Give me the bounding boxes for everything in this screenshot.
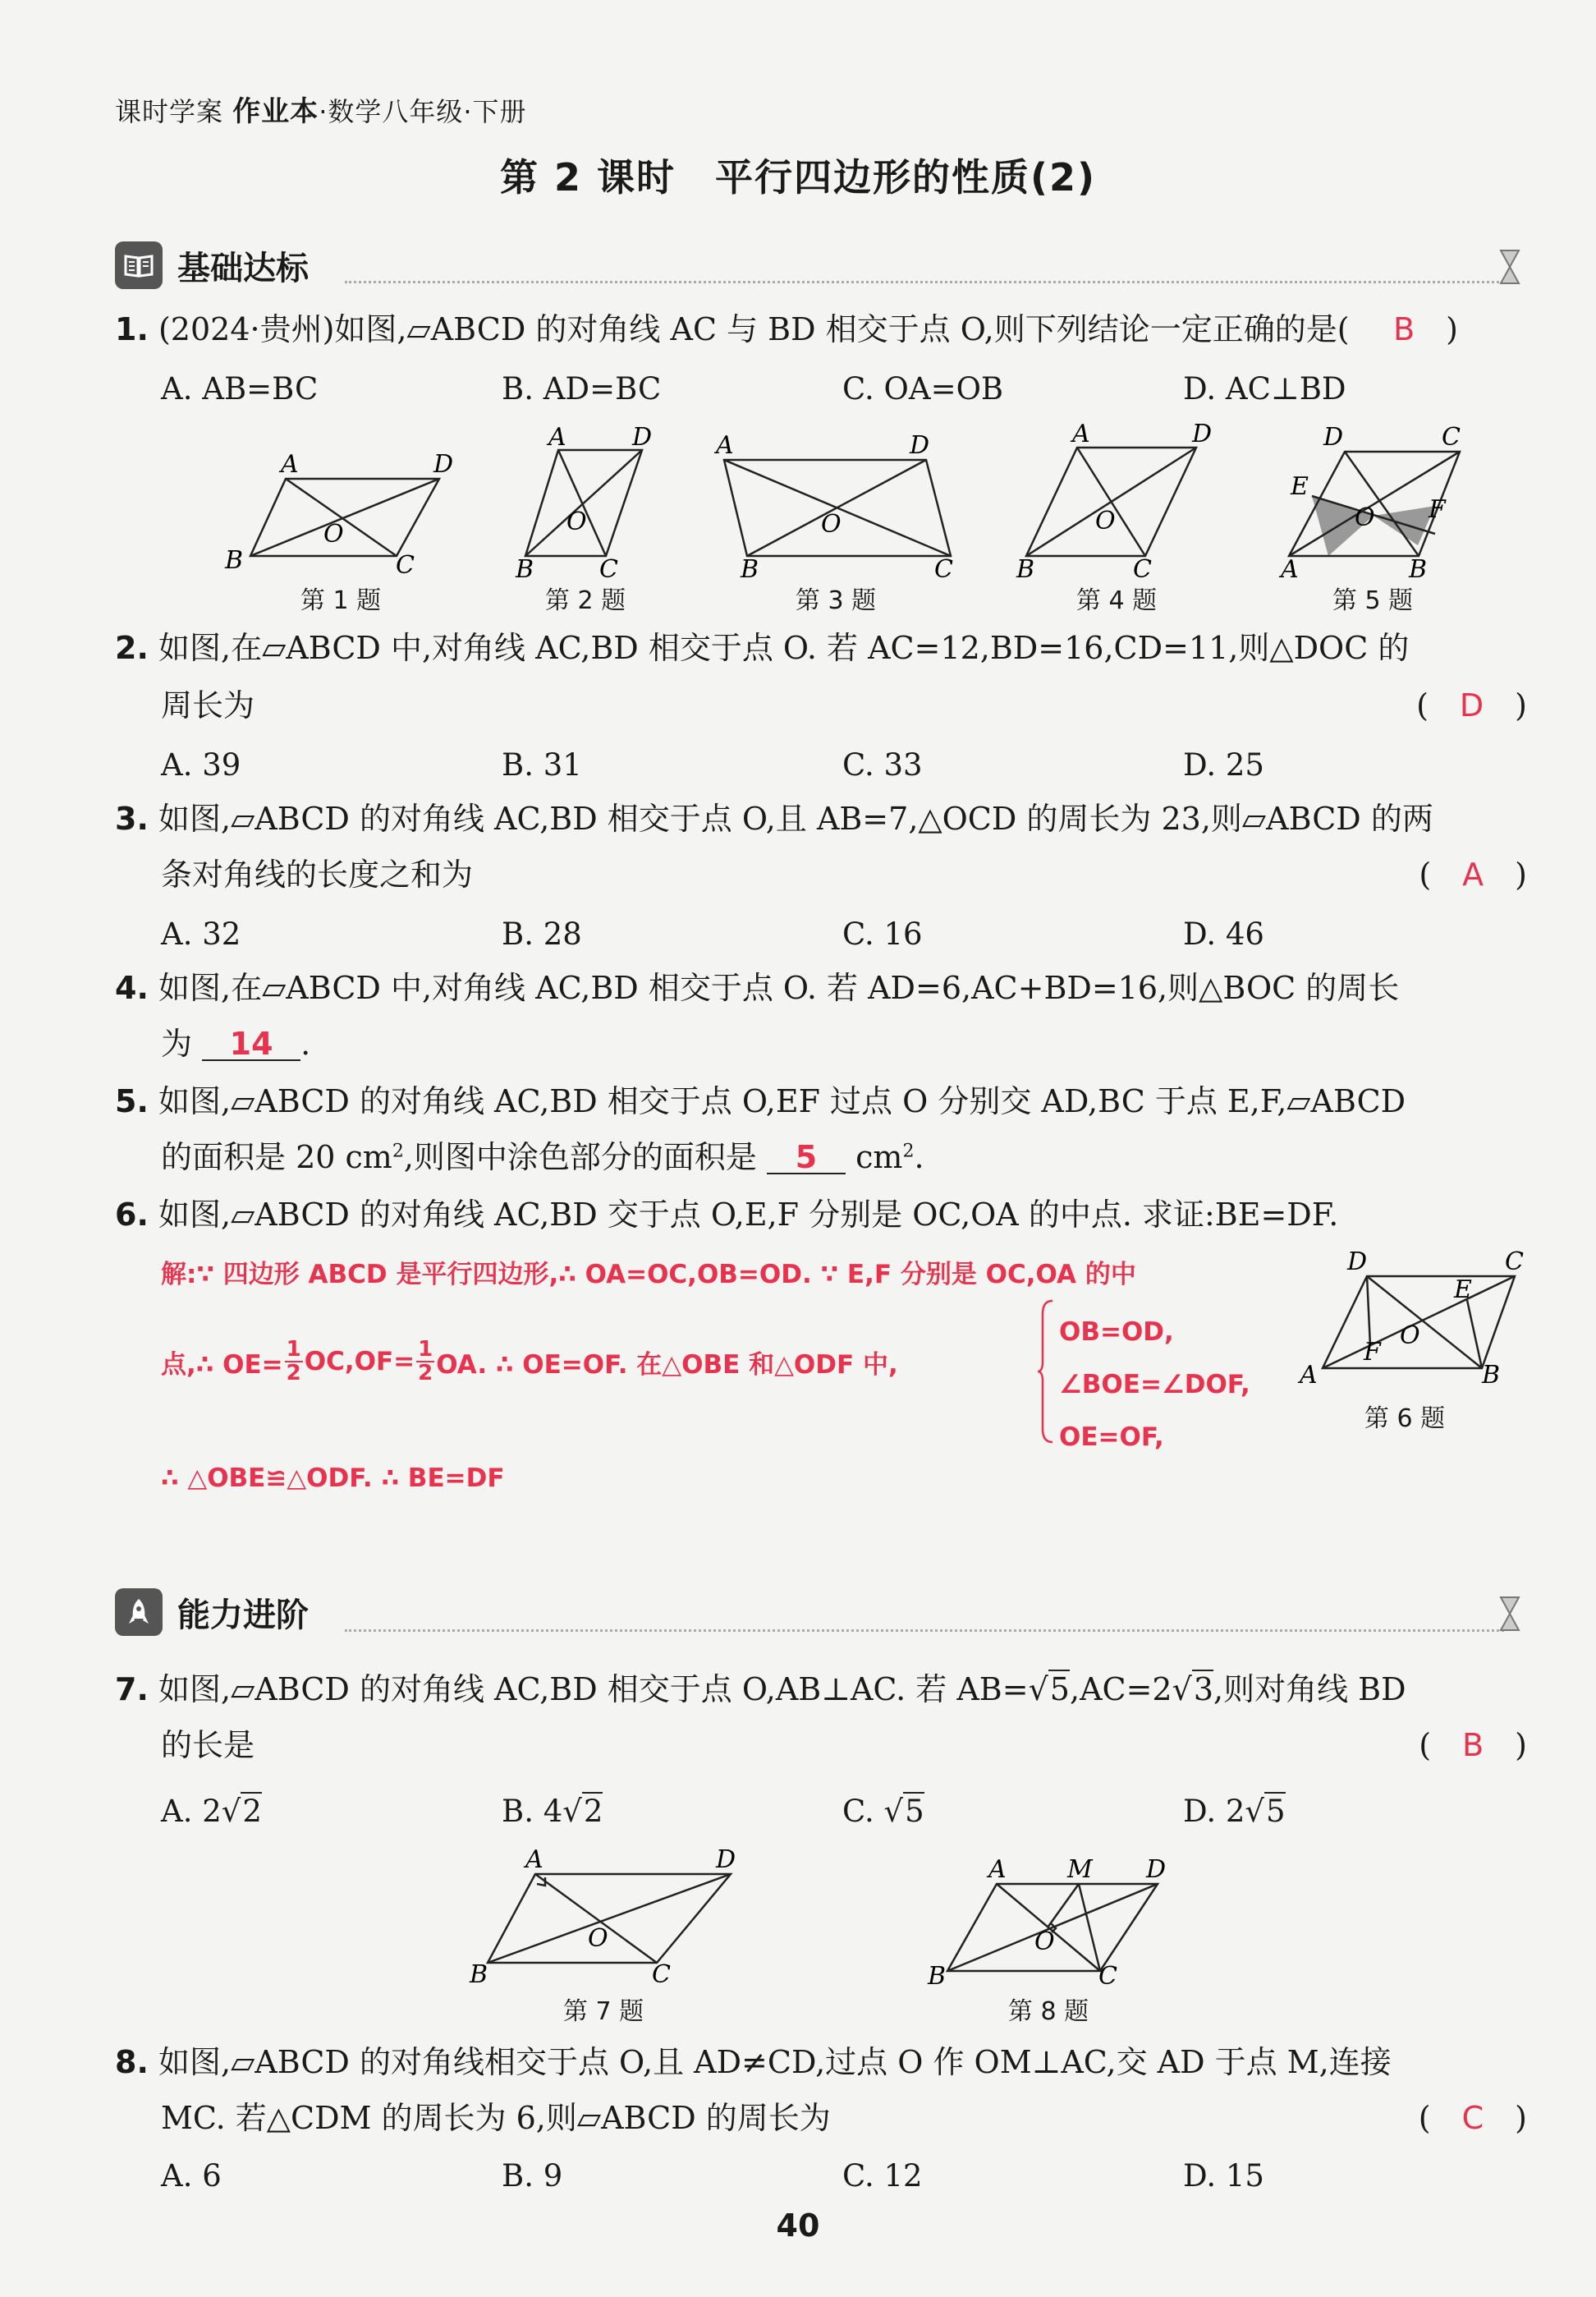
- section-basic: [115, 237, 309, 294]
- fig6-label-c: C: [1505, 1247, 1524, 1276]
- q5-sup-2: 2: [902, 1141, 915, 1162]
- fig4-label-d: D: [1192, 420, 1213, 448]
- q7-line1-mid: ,AC=2: [1069, 1671, 1172, 1707]
- section-divider-2: [345, 1629, 1504, 1632]
- q8-options: [161, 2158, 1524, 2194]
- q3-option-d: D. 46: [1183, 917, 1264, 952]
- fig7-label-a: A: [525, 1845, 543, 1874]
- q8-option-a: A. 6: [161, 2158, 222, 2194]
- question-8-line2: MC. 若△CDM 的周长为 6,则▱ABCD 的周长为 ( C ): [161, 2100, 1527, 2136]
- q2-options: [161, 747, 1524, 783]
- section-advanced-title: 能力进阶: [177, 1596, 309, 1634]
- book-header: [115, 89, 527, 129]
- q6-text: 如图,▱ABCD 的对角线 AC,BD 交于点 O,E,F 分别是 OC,OA 的中点. 求证:BE=DF.: [158, 1197, 1339, 1233]
- fig6-label-a: A: [1300, 1361, 1318, 1390]
- q6-solution-line2: [161, 1339, 898, 1385]
- q8-option-c: C. 12: [842, 2158, 923, 2194]
- figure-4-caption: 第 4 题: [1075, 586, 1158, 615]
- q6-brace-item-1: OB=OD,: [1059, 1317, 1174, 1347]
- question-3-line2: 条对角线的长度之和为 ( A ): [161, 857, 1527, 893]
- book-main: 作业本: [232, 95, 319, 128]
- q7-line2: 的长是: [161, 1727, 255, 1763]
- fig1-label-a: A: [281, 450, 299, 479]
- figure-5-caption: 第 5 题: [1332, 586, 1414, 615]
- question-8: [115, 2044, 1527, 2080]
- q2-option-c: C. 33: [842, 747, 923, 783]
- q1-option-c: C. OA=OB: [842, 371, 1004, 407]
- fig8-label-o: O: [1034, 1927, 1055, 1956]
- q6-brace-items: [1059, 1306, 1250, 1463]
- fig5-label-d: D: [1323, 423, 1344, 452]
- question-5-line2: 的面积是 20 $cm^2$,则图中涂色部分的面积是 5 $cm^2$.: [161, 1139, 924, 1175]
- question-7-line2: 的长是 ( B ): [161, 1727, 1527, 1763]
- q1-answer: B: [1393, 311, 1415, 347]
- q7-radicand-1: 5: [1049, 1671, 1070, 1707]
- lesson-title: 第 2 课时 平行四边形的性质(2): [499, 155, 1097, 200]
- hourglass-icon: [1497, 248, 1522, 286]
- fig8-label-d: D: [1146, 1855, 1167, 1884]
- q3-options: [161, 917, 1524, 952]
- book-suffix: ·数学八年级·下册: [319, 96, 527, 127]
- fig6-label-f: F: [1364, 1338, 1381, 1367]
- figure-6-caption: 第 6 题: [1364, 1404, 1446, 1433]
- q7-radicand-2: 3: [1193, 1671, 1214, 1707]
- figure-6: [1293, 1245, 1539, 1393]
- q6-brace-item-3: OE=OF,: [1059, 1422, 1164, 1452]
- fig8-label-c: C: [1098, 1962, 1117, 1991]
- fig1-label-d: D: [433, 450, 454, 479]
- q2-line2: 周长为: [161, 687, 255, 724]
- question-5: [115, 1083, 1527, 1119]
- fig3-label-d: D: [910, 431, 930, 460]
- q4-line2-pre: 为: [161, 1026, 193, 1062]
- q6-sol-c: OA. ∴ OE=OF. 在△OBE 和△ODF 中,: [436, 1349, 898, 1380]
- fig6-label-b: B: [1482, 1361, 1501, 1390]
- q6-sol-a: 点,∴ OE=: [161, 1349, 283, 1380]
- q3-line1: 如图,▱ABCD 的对角线 AC,BD 相交于点 O,且 AB=7,△OCD 的周长为 23,则▱ABCD 的两: [158, 801, 1433, 837]
- fig7-label-c: C: [652, 1960, 671, 1989]
- fig2-label-c: C: [599, 555, 618, 583]
- q5-line1: 如图,▱ABCD 的对角线 AC,BD 相交于点 O,EF 过点 O 分别交 AD,BC 于点 E,F,▱ABCD: [158, 1083, 1406, 1119]
- fig7-label-b: B: [470, 1960, 488, 1989]
- q8-option-d: D. 15: [1183, 2158, 1264, 2194]
- q7-options: [161, 1794, 1524, 1829]
- q1-number: 1.: [115, 311, 149, 347]
- fig2-label-a: A: [548, 423, 566, 452]
- q5-line2-mid: ,则图中涂色部分的面积是: [403, 1139, 757, 1175]
- q3-option-a: A. 32: [161, 917, 241, 952]
- q7-line1-pre: 如图,▱ABCD 的对角线 AC,BD 相交于点 O,AB⊥AC. 若 AB=: [158, 1671, 1029, 1707]
- fig8-label-b: B: [928, 1962, 947, 1991]
- fig5-label-a: A: [1281, 555, 1299, 583]
- fig6-label-d: D: [1347, 1247, 1368, 1276]
- fig8-label-m: M: [1067, 1855, 1093, 1884]
- figure-4: [1010, 419, 1223, 583]
- fig4-label-b: B: [1016, 555, 1035, 583]
- q7-answer: B: [1462, 1727, 1484, 1763]
- q5-answer: 5: [767, 1142, 846, 1174]
- q3-option-c: C. 16: [842, 917, 923, 952]
- fig1-label-o: O: [323, 520, 344, 549]
- fig3-label-a: A: [716, 431, 734, 460]
- q8-option-b: B. 9: [502, 2158, 563, 2194]
- fig6-label-e: E: [1454, 1275, 1472, 1304]
- q4-line1: 如图,在▱ABCD 中,对角线 AC,BD 相交于点 O. 若 AD=6,AC+BD=16,则△BOC 的周长: [158, 970, 1400, 1006]
- fig5-label-f: F: [1429, 495, 1446, 524]
- q2-option-a: A. 39: [161, 747, 241, 783]
- figure-2: [509, 419, 657, 583]
- figure-1-caption: 第 1 题: [300, 586, 382, 615]
- q2-answer: D: [1459, 687, 1484, 724]
- q6-brace-item-2: ∠BOE=∠DOF,: [1059, 1370, 1250, 1399]
- section-advanced: [115, 1583, 309, 1641]
- q4-answer: 14: [202, 1028, 300, 1061]
- q1-option-d: D. AC⊥BD: [1183, 371, 1346, 407]
- q6-solution-line3: ∴ △OBE≌△ODF. ∴ BE=DF: [161, 1463, 505, 1493]
- q7-option-b: B. 4√2: [502, 1794, 603, 1829]
- fig3-label-b: B: [741, 555, 759, 583]
- page-number: 40: [776, 2207, 820, 2244]
- q2-line1: 如图,在▱ABCD 中,对角线 AC,BD 相交于点 O. 若 AC=12,BD=16,CD=11,则△DOC 的: [158, 630, 1410, 666]
- figure-5: [1273, 419, 1478, 583]
- q7-option-a: A. 2√2: [161, 1794, 262, 1829]
- fig1-label-b: B: [225, 546, 244, 575]
- q7-option-c: C. √5: [842, 1794, 924, 1829]
- fig7-label-o: O: [588, 1924, 608, 1953]
- book-icon: [115, 241, 163, 289]
- q5-line2-post: cm: [855, 1139, 903, 1175]
- fig4-label-a: A: [1072, 420, 1090, 448]
- fig3-label-o: O: [821, 510, 842, 539]
- q6-solution-line1: 解:∵ 四边形 ABCD 是平行四边形,∴ OA=OC,OB=OD. ∵ E,F 分别是 OC,OA 的中: [161, 1260, 1136, 1289]
- fig2-label-b: B: [516, 555, 534, 583]
- figure-3: [714, 427, 961, 583]
- fig2-label-d: D: [632, 423, 653, 452]
- q4-number: 4.: [115, 970, 149, 1006]
- hourglass-icon-2: [1497, 1595, 1522, 1633]
- figure-7-caption: 第 7 题: [562, 1997, 644, 2026]
- q6-number: 6.: [115, 1197, 149, 1233]
- q3-line2: 条对角线的长度之和为: [161, 857, 474, 893]
- fig4-label-c: C: [1133, 555, 1152, 583]
- fig1-label-c: C: [396, 551, 415, 580]
- q4-line2-post: .: [300, 1026, 311, 1062]
- fig4-label-o: O: [1095, 507, 1116, 535]
- q2-number: 2.: [115, 630, 149, 666]
- q8-answer: C: [1461, 2100, 1484, 2136]
- q6-frac-2: $\frac{1}{2}$: [418, 1337, 433, 1386]
- q1-text: (2024·贵州)如图,▱ABCD 的对角线 AC 与 BD 相交于点 O,则下列结论一定正确的是(: [158, 311, 1350, 347]
- fig7-label-d: D: [716, 1845, 736, 1874]
- section-divider: [345, 281, 1504, 283]
- q8-number: 8.: [115, 2044, 149, 2080]
- figure-8-caption: 第 8 题: [1007, 1997, 1089, 2026]
- question-1: 1. (2024·贵州)如图,▱ABCD 的对角线 AC 与 BD 相交于点 O,则下列结论一定正确的是( B ): [115, 311, 1458, 347]
- fig5-label-e: E: [1291, 472, 1309, 501]
- fig5-label-c: C: [1442, 423, 1461, 452]
- question-2: [115, 632, 1527, 664]
- q7-line1-post: ,则对角线 BD: [1213, 1671, 1406, 1707]
- fig3-label-c: C: [934, 555, 953, 583]
- fig6-label-o: O: [1400, 1321, 1420, 1350]
- q8-line1: 如图,▱ABCD 的对角线相交于点 O,且 AD≠CD,过点 O 作 OM⊥AC,交 AD 于点 M,连接: [158, 2044, 1392, 2080]
- question-4: [115, 972, 1527, 1004]
- q8-line2: MC. 若△CDM 的周长为 6,则▱ABCD 的周长为: [161, 2100, 831, 2136]
- q1-option-b: B. AD=BC: [502, 371, 662, 407]
- question-6: [115, 1197, 1527, 1233]
- fig5-label-o: O: [1355, 503, 1375, 532]
- q2-option-d: D. 25: [1183, 747, 1264, 783]
- book-prefix: 课时学案: [115, 96, 224, 127]
- q6-brace: [1036, 1298, 1056, 1445]
- question-4-line2: [161, 1028, 1527, 1061]
- section-basic-title: 基础达标: [177, 249, 309, 287]
- q5-line2-pre: 的面积是 20 cm: [161, 1139, 392, 1175]
- figure-1: [222, 427, 460, 591]
- fig2-label-o: O: [566, 508, 587, 536]
- q6-sol-b: OC,OF=: [304, 1347, 415, 1377]
- figure-7: [460, 1840, 739, 1996]
- q3-option-b: B. 28: [502, 917, 582, 952]
- q1-options: [161, 371, 1524, 407]
- question-3: [115, 801, 1527, 837]
- q7-number: 7.: [115, 1671, 149, 1707]
- question-7: 7. 如图,▱ABCD 的对角线 AC,BD 相交于点 O,AB⊥AC. 若 AB=√5,AC=2√3,则对角线 BD: [115, 1671, 1406, 1707]
- q3-number: 3.: [115, 801, 149, 837]
- q5-number: 5.: [115, 1083, 149, 1119]
- fig5-label-b: B: [1409, 555, 1428, 583]
- figure-8: [920, 1848, 1182, 1996]
- q1-option-a: A. AB=BC: [161, 371, 319, 407]
- figure-3-caption: 第 3 题: [795, 586, 877, 615]
- q6-frac-1: $\frac{1}{2}$: [286, 1337, 301, 1386]
- question-2-line2: 周长为 ( D ): [161, 687, 1527, 724]
- q2-option-b: B. 31: [502, 747, 582, 783]
- rocket-icon: [115, 1588, 163, 1636]
- fig8-label-a: A: [988, 1855, 1007, 1884]
- q3-answer: A: [1462, 857, 1484, 893]
- q7-option-d: D. 2√5: [1183, 1794, 1286, 1829]
- figure-2-caption: 第 2 题: [544, 586, 626, 615]
- q5-sup-1: 2: [392, 1141, 404, 1162]
